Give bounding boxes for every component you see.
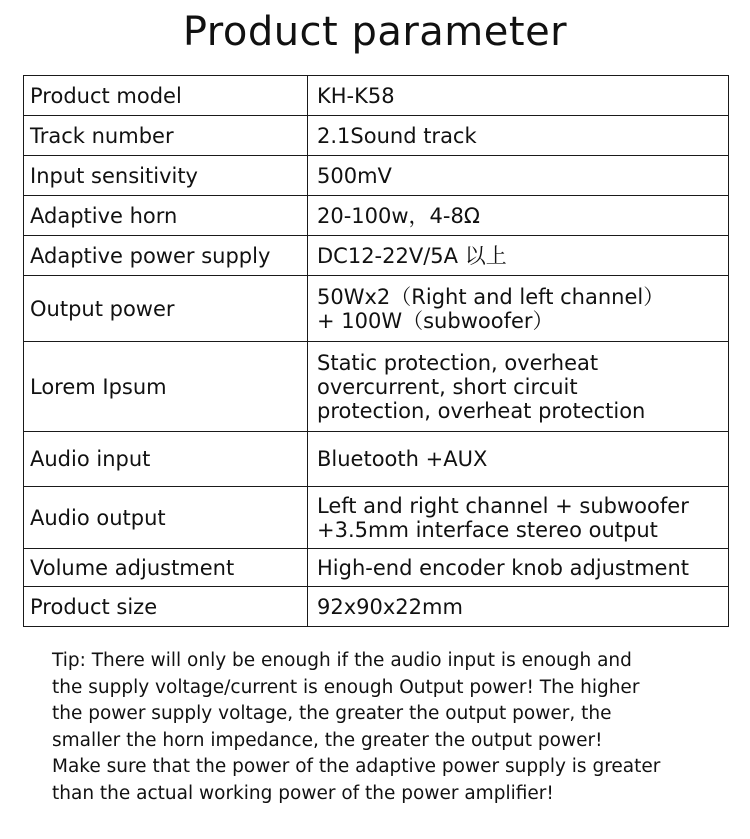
value-line: 2.1Sound track <box>317 123 477 148</box>
table-row <box>24 432 729 487</box>
table-row <box>24 76 729 116</box>
table-row <box>24 156 729 196</box>
row-value-audio-input <box>308 432 729 487</box>
tip-note <box>52 648 742 807</box>
row-value-track-number <box>308 116 729 156</box>
row-label-product-size: Product size <box>24 587 308 627</box>
value-line: Static protection, overheat <box>317 350 599 375</box>
row-label-output-power: Output power <box>24 276 308 342</box>
row-value-lorem-ipsum <box>308 342 729 432</box>
row-value-adaptive-horn <box>308 196 729 236</box>
value-line: overcurrent, short circuit <box>317 374 578 399</box>
tip-line: Tip: There will only be enough if the audio input is enough and <box>52 650 632 671</box>
value-line: DC12-22V/5A 以上 <box>317 243 507 268</box>
row-value-input-sensitivity <box>308 156 729 196</box>
table-row <box>24 549 729 587</box>
row-label-input-sensitivity: Input sensitivity <box>24 156 308 196</box>
table-row <box>24 116 729 156</box>
row-label-audio-output: Audio output <box>24 487 308 549</box>
value-line: 20-100w，4-8Ω <box>317 203 480 228</box>
row-label-adaptive-horn: Adaptive horn <box>24 196 308 236</box>
row-label-product-model: Product model <box>24 76 308 116</box>
row-value-adaptive-power-supply <box>308 236 729 276</box>
spec-table <box>23 75 729 627</box>
table-row <box>24 236 729 276</box>
row-value-product-model <box>308 76 729 116</box>
page-title: Product parameter <box>182 9 568 55</box>
table-row <box>24 487 729 549</box>
value-line: 50Wx2（Right and left channel） <box>317 284 665 309</box>
table-row <box>24 342 729 432</box>
tip-line: than the actual working power of the power amplifier! <box>52 782 554 804</box>
row-value-volume-adjustment <box>308 549 729 587</box>
row-value-output-power <box>308 276 729 342</box>
value-line: Left and right channel + subwoofer <box>317 493 689 518</box>
row-label-volume-adjustment: Volume adjustment <box>24 549 308 587</box>
tip-line: the power supply voltage, the greater the output power, the <box>52 703 612 724</box>
table-row <box>24 196 729 236</box>
row-value-product-size <box>308 587 729 627</box>
value-line: + 100W（subwoofer） <box>317 308 554 333</box>
tip-line: Make sure that the power of the adaptive power supply is greater <box>52 756 661 777</box>
row-label-adaptive-power-supply: Adaptive power supply <box>24 236 308 276</box>
value-line: High-end encoder knob adjustment <box>317 555 690 580</box>
value-line: 500mV <box>317 163 392 188</box>
tip-line: smaller the horn impedance, the greater the output power! <box>52 729 603 751</box>
value-line: +3.5mm interface stereo output <box>317 517 658 542</box>
row-label-track-number: Track number <box>24 116 308 156</box>
value-line: protection, overheat protection <box>317 398 646 423</box>
row-label-lorem-ipsum: Lorem Ipsum <box>24 342 308 432</box>
table-row <box>24 276 729 342</box>
table-row <box>24 587 729 627</box>
row-value-audio-output <box>308 487 729 549</box>
row-label-audio-input: Audio input <box>24 432 308 487</box>
value-line: 92x90x22mm <box>317 594 463 619</box>
value-line: KH-K58 <box>317 83 395 108</box>
value-line: Bluetooth +AUX <box>317 447 488 471</box>
tip-line: the supply voltage/current is enough Output power! The higher <box>52 676 640 698</box>
